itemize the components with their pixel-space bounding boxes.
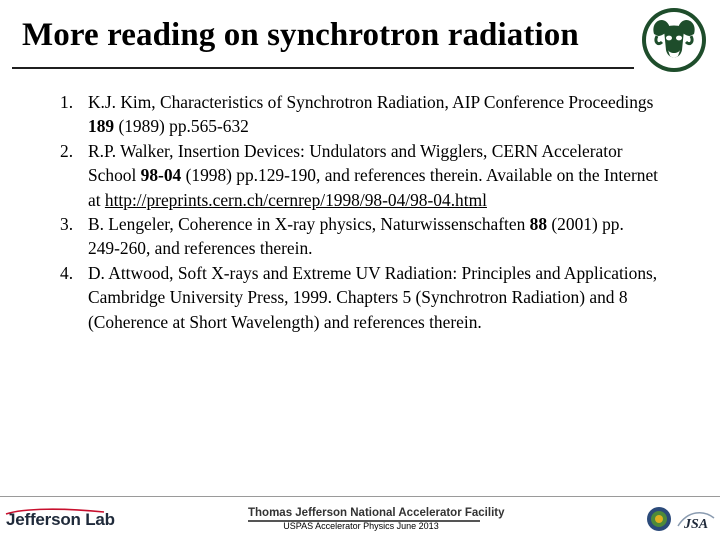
footer-divider: [0, 496, 720, 497]
reference-text: B. Lengeler, Coherence in X-ray physics, Naturwissenschaften: [88, 214, 530, 235]
reference-text: R.P. Walker, Insertion Devices: Undulators and Wigglers, CERN Accelerator School: [88, 140, 623, 186]
jefferson-lab-logo-text: Jefferson Lab: [6, 510, 115, 529]
jsa-logo-text: JSA: [683, 517, 709, 532]
reference-list: [60, 90, 660, 334]
reference-text: K.J. Kim, Characteristics of Synchrotron Radiation, AIP Conference Proceedings: [88, 92, 654, 112]
course-footer: USPAS Accelerator Physics June 2013: [283, 521, 439, 531]
reference-text: (1989) pp.565-632: [114, 116, 249, 137]
reference-text: (1998) pp.129-190, and references therein. Available on the Internet at: [88, 165, 659, 210]
slide-title: More reading on synchrotron radiation: [22, 17, 579, 53]
title-divider: [12, 67, 634, 69]
reference-item: [60, 139, 660, 212]
reference-number: 2.: [60, 140, 74, 161]
reference-item: [60, 261, 660, 334]
reference-text: D. Attwood, Soft X-rays and Extreme UV Radiation: Principles and Applications, Cambridge University Press, 1999. Chapters 5 (Synchrotron Radiation) and 8 (Coherence at Short Wavelength) and references therein.: [88, 262, 658, 332]
reference-number: 4.: [60, 262, 74, 283]
reference-volume: 88: [529, 214, 548, 235]
reference-text: (2001) pp. 249-260, and references therein.: [88, 214, 624, 259]
reference-number: 3.: [60, 214, 74, 235]
reference-number: 1.: [60, 92, 74, 112]
reference-item: [60, 90, 660, 139]
ram-head-logo: [640, 6, 708, 74]
jsa-logo: [676, 506, 716, 534]
reference-item: [60, 212, 660, 261]
facility-name: Thomas Jefferson National Accelerator Facility: [248, 507, 505, 519]
reference-volume: 98-04: [140, 165, 182, 186]
doe-seal-icon: [646, 506, 672, 532]
cern-report-link[interactable]: http://preprints.cern.ch/cernrep/1998/98-04/98-04.html: [104, 189, 487, 210]
reference-volume: 189: [88, 116, 115, 137]
